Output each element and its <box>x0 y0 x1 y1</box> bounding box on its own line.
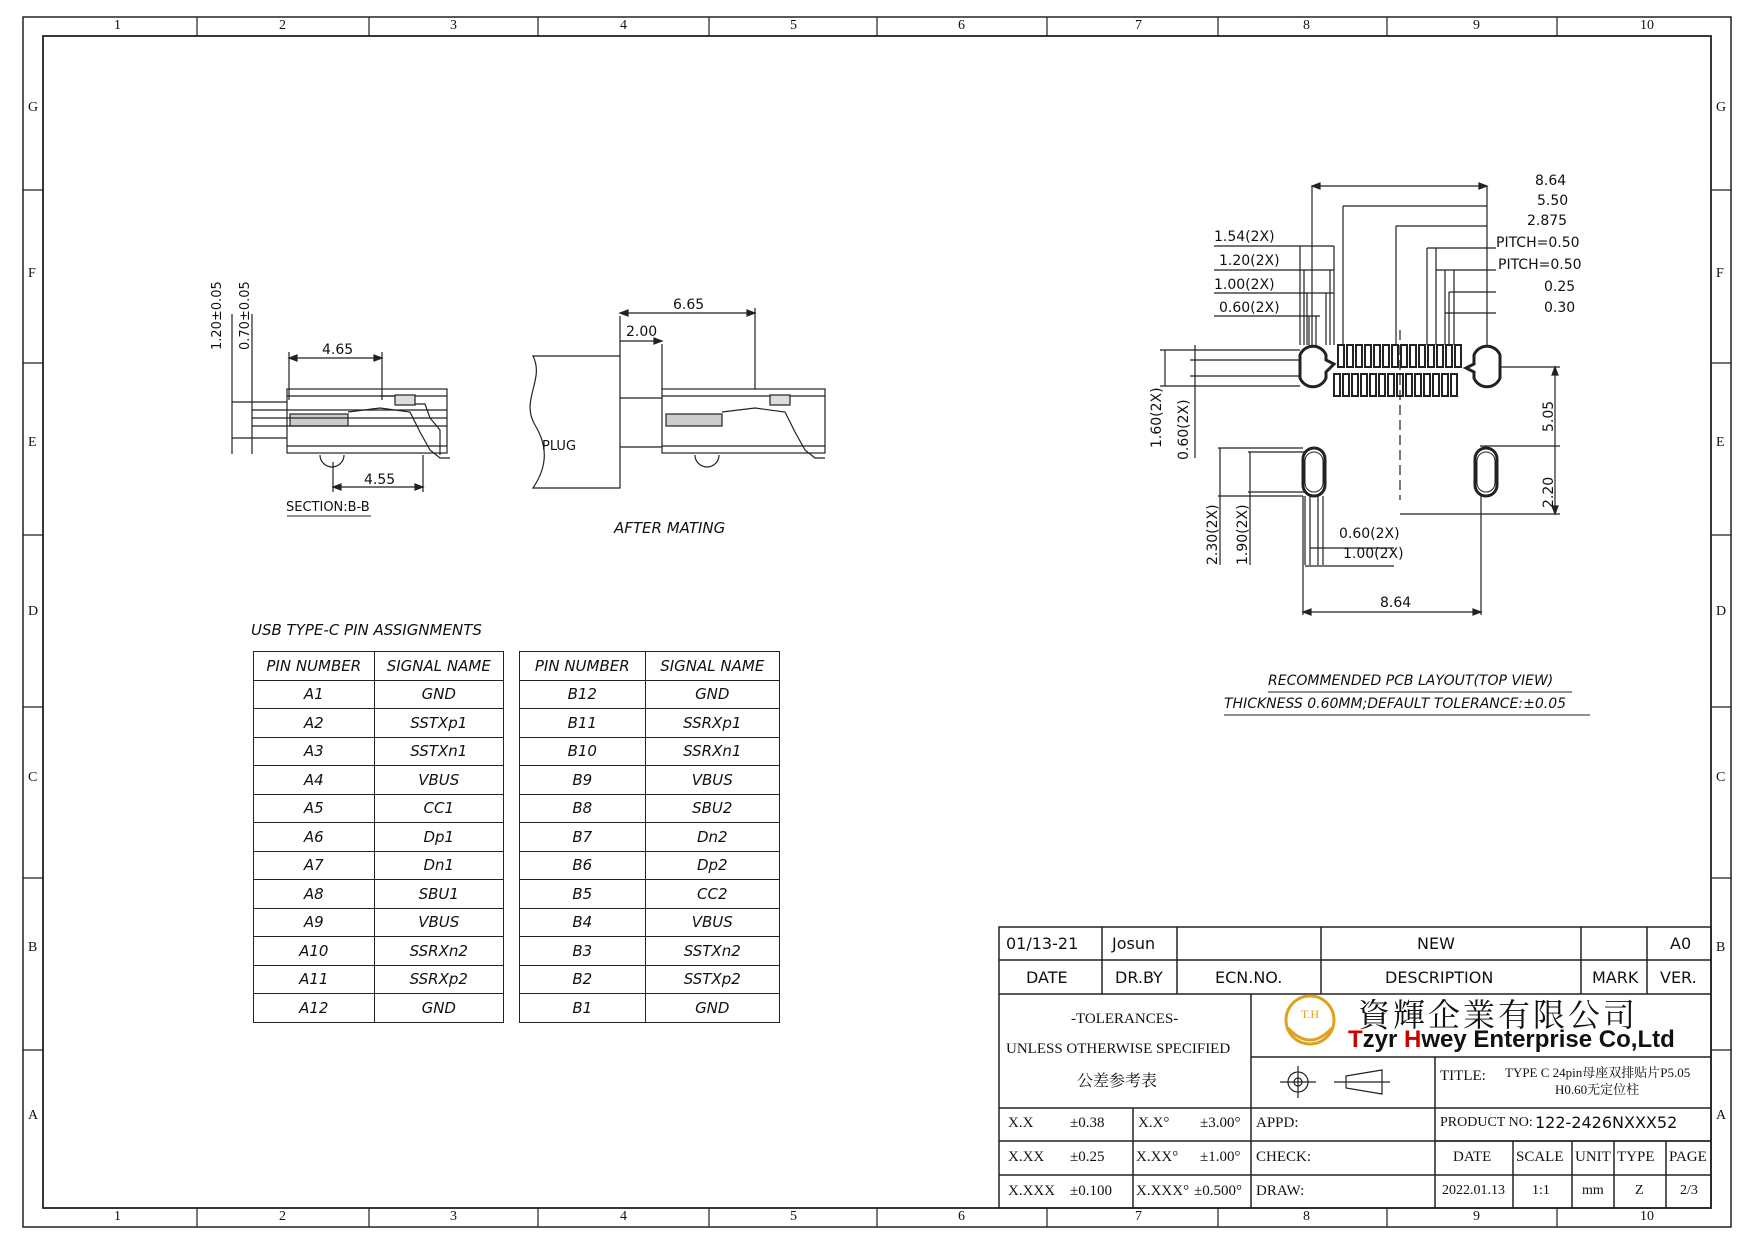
tol-bv: ±1.00° <box>1200 1149 1241 1165</box>
pcb-dim: 2.20 <box>1541 476 1557 508</box>
row-label: C <box>28 770 38 785</box>
row-label: E <box>28 435 37 450</box>
pin-number-cell: A11 <box>254 965 375 994</box>
tol-av: ±0.100 <box>1070 1183 1112 1199</box>
title-value-2: H0.60无定位柱 <box>1555 1082 1640 1097</box>
row-label: D <box>1716 604 1727 619</box>
column-label: 3 <box>450 18 457 33</box>
signal-name-cell: SSTXn1 <box>374 737 503 766</box>
column-label: 4 <box>620 1209 627 1224</box>
info-header-type: TYPE <box>1617 1149 1655 1165</box>
column-label: 1 <box>114 18 121 33</box>
signal-name-cell: GND <box>645 680 779 709</box>
pin-number-cell: B9 <box>520 766 646 795</box>
tol-line3: 公差参考表 <box>1077 1073 1158 1090</box>
pcb-dim: 8.64 <box>1380 595 1412 611</box>
pin-number-cell: A8 <box>254 880 375 909</box>
row-label: G <box>28 100 39 115</box>
column-label: 1 <box>114 1209 121 1224</box>
header-version: VER. <box>1660 968 1697 987</box>
company-name-chinese: 資輝企業有限公司 <box>1358 997 1639 1033</box>
pcb-dim: PITCH=0.50 <box>1496 235 1580 251</box>
column-label: 4 <box>620 18 627 33</box>
info-header-page: PAGE <box>1669 1149 1707 1165</box>
after-mating-label: AFTER MATING <box>614 519 726 537</box>
plug-label: PLUG <box>542 439 577 454</box>
signal-name-cell: GND <box>374 680 503 709</box>
column-label: 8 <box>1303 1209 1310 1224</box>
title-label: TITLE: <box>1440 1068 1486 1084</box>
info-type: Z <box>1635 1183 1644 1198</box>
column-label: 3 <box>450 1209 457 1224</box>
table-row <box>254 737 504 766</box>
info-unit: mm <box>1582 1183 1604 1198</box>
table-row <box>520 937 780 966</box>
header-pin-number: PIN NUMBER <box>520 652 646 681</box>
table-row <box>520 680 780 709</box>
pcb-dim: 0.60(2X) <box>1176 399 1192 460</box>
row-label: B <box>28 940 38 955</box>
pin-number-cell: A12 <box>254 994 375 1023</box>
signal-name-cell: GND <box>645 994 779 1023</box>
company-name-english: Tzyr Hwey Enterprise Co,Ltd <box>1348 1026 1675 1053</box>
pin-number-cell: A3 <box>254 737 375 766</box>
signal-name-cell: SSTXn2 <box>645 937 779 966</box>
pcb-title: RECOMMENDED PCB LAYOUT(TOP VIEW) <box>1268 673 1554 689</box>
column-label: 6 <box>958 1209 965 1224</box>
pin-number-cell: A6 <box>254 823 375 852</box>
table-row <box>254 851 504 880</box>
header-drawn-by: DR.BY <box>1115 968 1163 987</box>
signal-name-cell: SBU1 <box>374 880 503 909</box>
title-value-1: TYPE C 24pin母座双排贴片P5.05 <box>1505 1065 1691 1080</box>
table-row <box>254 880 504 909</box>
section-label: SECTION:B-B <box>286 500 370 515</box>
column-label: 5 <box>790 1209 797 1224</box>
row-label: B <box>1716 940 1726 955</box>
after-mating-drawing <box>530 308 825 488</box>
column-label: 8 <box>1303 18 1310 33</box>
column-label: 10 <box>1640 1209 1654 1224</box>
signal-name-cell: GND <box>374 994 503 1023</box>
pin-number-cell: B5 <box>520 880 646 909</box>
signal-name-cell: Dp2 <box>645 851 779 880</box>
tol-a: X.XXX <box>1008 1183 1056 1199</box>
table-row <box>254 994 504 1023</box>
pcb-dim: 1.60(2X) <box>1149 387 1165 448</box>
signal-name-cell: VBUS <box>374 908 503 937</box>
pcb-dim: 1.00(2X) <box>1343 546 1404 562</box>
signal-name-cell: SSTXp2 <box>645 965 779 994</box>
rev-drawn-by: Josun <box>1112 934 1156 953</box>
tol-b: X.XX° <box>1136 1149 1179 1165</box>
signal-name-cell: Dn1 <box>374 851 503 880</box>
pcb-dim: 0.60(2X) <box>1219 300 1280 316</box>
pin-number-cell: A1 <box>254 680 375 709</box>
pcb-dim: 1.00(2X) <box>1214 277 1275 293</box>
signal-name-cell: Dn2 <box>645 823 779 852</box>
column-label: 2 <box>279 1209 286 1224</box>
table-row <box>254 937 504 966</box>
row-label: F <box>1716 266 1724 281</box>
signal-name-cell: VBUS <box>645 908 779 937</box>
row-label: F <box>28 266 36 281</box>
dim-inner-height: 0.70±0.05 <box>238 281 253 350</box>
table-row <box>520 737 780 766</box>
header-ecn: ECN.NO. <box>1215 968 1283 987</box>
header-date: DATE <box>1026 968 1068 987</box>
table-row <box>520 880 780 909</box>
table-row <box>254 680 504 709</box>
table-row <box>520 851 780 880</box>
tol-av: ±0.25 <box>1070 1149 1105 1165</box>
tol-av: ±0.38 <box>1070 1115 1105 1131</box>
signal-name-cell: SSRXn2 <box>374 937 503 966</box>
signal-name-cell: SSRXp2 <box>374 965 503 994</box>
rev-description: NEW <box>1417 934 1455 953</box>
signal-name-cell: CC1 <box>374 794 503 823</box>
signal-name-cell: SSRXn1 <box>645 737 779 766</box>
pin-number-cell: B3 <box>520 937 646 966</box>
pin-number-cell: A10 <box>254 937 375 966</box>
pin-number-cell: A7 <box>254 851 375 880</box>
table-row <box>520 823 780 852</box>
table-row <box>254 908 504 937</box>
pin-number-cell: A4 <box>254 766 375 795</box>
pin-number-cell: B10 <box>520 737 646 766</box>
dim-overall-height: 1.20±0.05 <box>210 281 225 350</box>
table-row <box>254 794 504 823</box>
tol-line2: UNLESS OTHERWISE SPECIFIED <box>1006 1041 1231 1057</box>
product-no-label: PRODUCT NO: <box>1440 1115 1533 1130</box>
info-header-unit: UNIT <box>1575 1149 1611 1165</box>
tol-b: X.X° <box>1138 1115 1170 1131</box>
signal-name-cell: VBUS <box>645 766 779 795</box>
signal-name-cell: SSRXp1 <box>645 709 779 738</box>
table-row <box>520 965 780 994</box>
tol-bv: ±0.500° <box>1194 1183 1242 1199</box>
dim-mating-total: 6.65 <box>673 297 705 313</box>
pcb-dim: 2.30(2X) <box>1205 504 1221 565</box>
rev-date: 01/13-21 <box>1006 934 1079 953</box>
signal-name-cell: Dp1 <box>374 823 503 852</box>
column-label: 10 <box>1640 18 1654 33</box>
column-label: 5 <box>790 18 797 33</box>
info-scale: 1:1 <box>1532 1183 1550 1198</box>
projection-symbol-icon <box>1280 1066 1390 1098</box>
table-row <box>254 965 504 994</box>
pin-number-cell: B12 <box>520 680 646 709</box>
pin-number-cell: B7 <box>520 823 646 852</box>
pin-table-a <box>253 651 504 1023</box>
pin-number-cell: A2 <box>254 709 375 738</box>
pcb-dim: 2.875 <box>1527 213 1568 229</box>
pin-number-cell: B6 <box>520 851 646 880</box>
dim-top-width: 4.65 <box>322 342 354 358</box>
pin-number-cell: B1 <box>520 994 646 1023</box>
company-logo-icon <box>1286 996 1334 1044</box>
pcb-dim: 0.60(2X) <box>1339 526 1400 542</box>
row-label: D <box>28 604 39 619</box>
header-signal-name: SIGNAL NAME <box>645 652 779 681</box>
table-row <box>520 994 780 1023</box>
info-header-date: DATE <box>1453 1149 1492 1165</box>
check-label: CHECK: <box>1256 1149 1312 1165</box>
dim-bottom-width: 4.55 <box>364 472 396 488</box>
pcb-dim: 1.20(2X) <box>1219 253 1280 269</box>
pcb-dim: 0.25 <box>1544 279 1576 295</box>
row-label: C <box>1716 770 1726 785</box>
pcb-note: THICKNESS 0.60MM;DEFAULT TOLERANCE:±0.05 <box>1224 696 1567 712</box>
table-row <box>520 908 780 937</box>
appd-label: APPD: <box>1256 1115 1299 1131</box>
signal-name-cell: VBUS <box>374 766 503 795</box>
pin-table-b <box>519 651 780 1023</box>
svg-text:T.H: T.H <box>1300 1007 1320 1021</box>
column-label: 9 <box>1473 1209 1480 1224</box>
row-label: A <box>1716 1108 1727 1123</box>
pin-number-cell: B11 <box>520 709 646 738</box>
row-label: A <box>28 1108 39 1123</box>
info-page: 2/3 <box>1680 1183 1698 1198</box>
column-label: 6 <box>958 18 965 33</box>
column-label: 7 <box>1135 1209 1142 1224</box>
pcb-dim: 5.50 <box>1537 193 1569 209</box>
table-row <box>520 766 780 795</box>
pin-number-cell: B8 <box>520 794 646 823</box>
header-pin-number: PIN NUMBER <box>254 652 375 681</box>
column-label: 2 <box>279 18 286 33</box>
pin-number-cell: A9 <box>254 908 375 937</box>
table-row <box>254 709 504 738</box>
pcb-dim: 0.30 <box>1544 300 1576 316</box>
tol-bv: ±3.00° <box>1200 1115 1241 1131</box>
pcb-dim: 1.90(2X) <box>1235 504 1251 565</box>
table-row <box>520 794 780 823</box>
signal-name-cell: SBU2 <box>645 794 779 823</box>
table-row <box>520 709 780 738</box>
table-row <box>254 766 504 795</box>
pin-table-title: USB TYPE-C PIN ASSIGNMENTS <box>251 621 482 639</box>
dim-mating-offset: 2.00 <box>626 324 658 340</box>
rev-version: A0 <box>1670 934 1692 953</box>
row-label: E <box>1716 435 1725 450</box>
header-description: DESCRIPTION <box>1385 968 1494 987</box>
pcb-dim: 5.05 <box>1541 400 1557 432</box>
tol-line1: -TOLERANCES- <box>1071 1011 1179 1027</box>
draw-label: DRAW: <box>1256 1183 1305 1199</box>
tol-a: X.X <box>1008 1115 1034 1131</box>
signal-name-cell: SSTXp1 <box>374 709 503 738</box>
pin-number-cell: B4 <box>520 908 646 937</box>
pcb-dim: PITCH=0.50 <box>1498 257 1582 273</box>
pcb-dim: 8.64 <box>1535 173 1567 189</box>
table-row <box>254 823 504 852</box>
pin-number-cell: A5 <box>254 794 375 823</box>
tol-a: X.XX <box>1008 1149 1045 1165</box>
pin-number-cell: B2 <box>520 965 646 994</box>
pcb-dim: 1.54(2X) <box>1214 229 1275 245</box>
tol-b: X.XXX° <box>1136 1183 1190 1199</box>
header-mark: MARK <box>1592 968 1639 987</box>
product-no: 122-2426NXXX52 <box>1535 1113 1678 1132</box>
column-label: 7 <box>1135 18 1142 33</box>
info-header-scale: SCALE <box>1516 1149 1564 1165</box>
section-view-drawing <box>232 314 450 492</box>
header-signal-name: SIGNAL NAME <box>374 652 503 681</box>
info-date: 2022.01.13 <box>1442 1183 1505 1198</box>
signal-name-cell: CC2 <box>645 880 779 909</box>
row-label: G <box>1716 100 1727 115</box>
column-label: 9 <box>1473 18 1480 33</box>
